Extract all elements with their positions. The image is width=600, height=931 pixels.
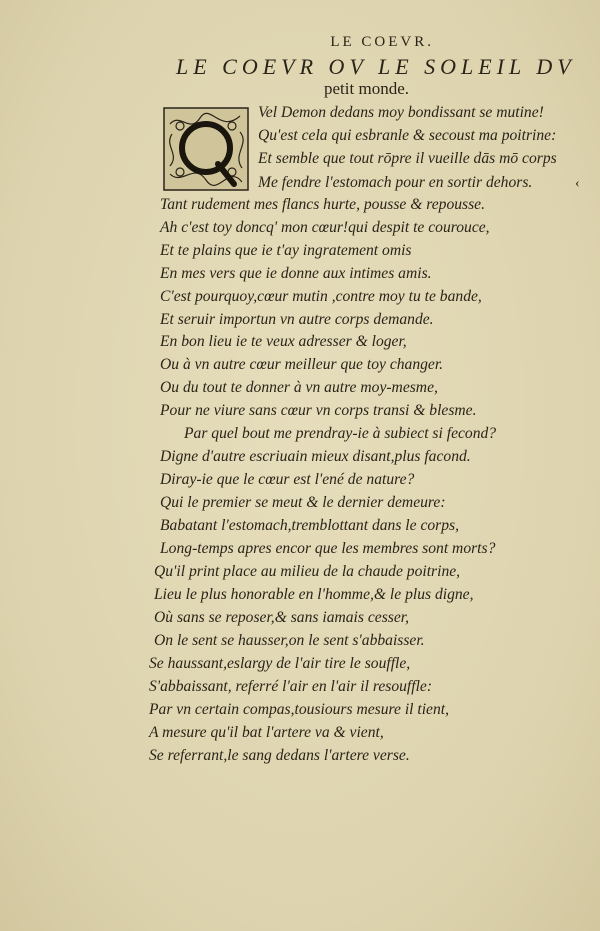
poem-line: Vel Demon dedans moy bondissant se mutine!	[258, 104, 544, 121]
poem-line: C'est pourquoy,cœur mutin ,contre moy tu te bande,	[160, 288, 482, 305]
poem-line: Et seruir importun vn autre corps demande.	[160, 311, 434, 328]
poem-line: S'abbaissant, referré l'air en l'air il resouffle:	[149, 678, 433, 695]
poem-line: Qui le premier se meut & le dernier demeure:	[160, 494, 446, 511]
poem-line: Diray-ie que le cœur est l'ené de nature?	[160, 471, 415, 488]
poem-line: En bon lieu ie te veux adresser & loger,	[160, 333, 407, 350]
poem-line: Me fendre l'estomach pour en sortir dehors.	[258, 174, 533, 191]
poem-line: Se haussant,eslargy de l'air tire le souffle,	[149, 655, 411, 672]
poem-line: A mesure qu'il bat l'artere va & vient,	[149, 724, 384, 741]
poem-line: Lieu le plus honorable en l'homme,& le plus digne,	[154, 586, 474, 603]
poem-line: On le sent se hausser,on le sent s'abbaisser.	[154, 632, 425, 649]
running-head: LE COEVR.	[330, 34, 434, 50]
poem-line: Par quel bout me prendray-ie à subiect si fecond?	[184, 425, 497, 442]
poem-line: Ou du tout te donner à vn autre moy-mesme,	[160, 379, 438, 396]
poem-line: Et te plains que ie t'ay ingratement omis	[160, 242, 412, 259]
poem-line: Pour ne viure sans cœur vn corps transi & blesme.	[160, 402, 477, 419]
poem-line: Qu'est cela qui esbranle & secoust ma poitrine:	[258, 127, 557, 144]
poem-line: Se referrant,le sang dedans l'artere verse.	[149, 747, 410, 764]
poem-line: Ou à vn autre cœur meilleur que toy changer.	[160, 356, 444, 373]
poem-line: Où sans se reposer,& sans iamais cesser,	[154, 609, 409, 626]
poem-line: Et semble que tout rōpre il vueille dās mō corps	[258, 150, 557, 167]
poem-line: En mes vers que ie donne aux intimes amis.	[160, 265, 432, 282]
poem-line: Ah c'est toy doncq' mon cœur!qui despit te courouce,	[160, 219, 490, 236]
poem-line: Par vn certain compas,tousiours mesure il tient,	[149, 701, 450, 718]
poem-line: Long-temps apres encor que les membres sont morts?	[160, 540, 496, 557]
poem-line: Digne d'autre escriuain mieux disant,plus facond.	[160, 448, 471, 465]
poem-title-continuation: petit monde.	[324, 79, 409, 98]
poem-line: Qu'il print place au milieu de la chaude poitrine,	[154, 563, 461, 580]
poem-line: Tant rudement mes flancs hurte, pousse & repousse.	[160, 196, 486, 213]
poem-title: LE COEVR OV LE SOLEIL DV	[176, 54, 576, 79]
poem-line: Babatant l'estomach,tremblottant dans le corps,	[160, 517, 460, 534]
margin-mark: ‹	[575, 176, 580, 191]
